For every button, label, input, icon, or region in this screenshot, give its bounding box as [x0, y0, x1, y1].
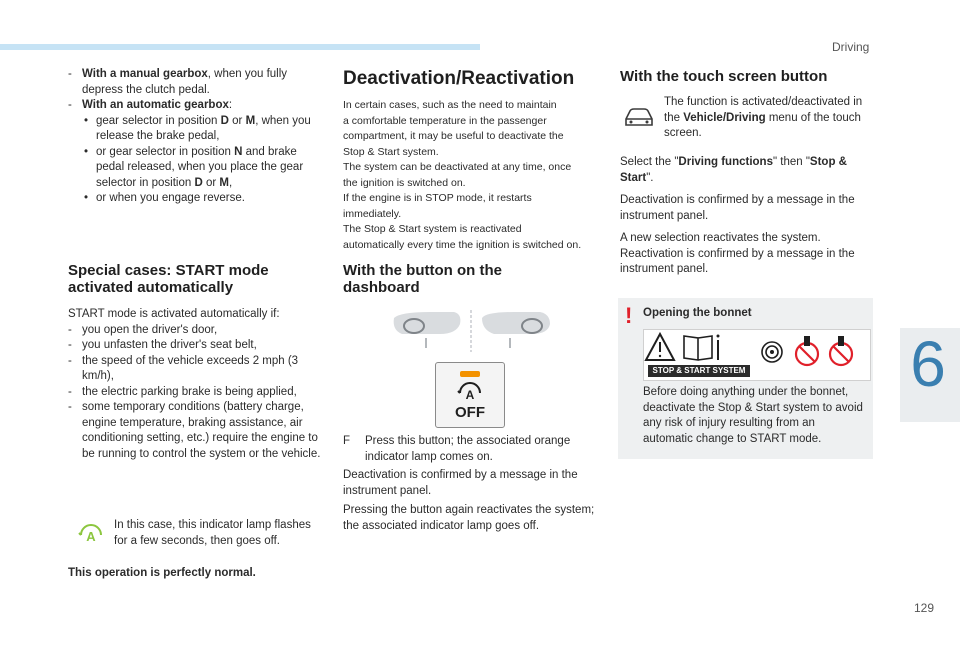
car-icon	[622, 105, 656, 129]
indicator-icon-letter: A	[86, 529, 96, 544]
reselect-text: A new selection reactivates the system. Reactivation is confirmed by a message in the instrument panel.	[620, 232, 855, 275]
page-number: 129	[914, 601, 935, 615]
gearbox-conditions	[68, 67, 324, 207]
orange-indicator-lamp	[460, 371, 480, 377]
top-color-bar	[0, 44, 480, 50]
press-again-text: Pressing the button again reactivates the system; the associated indicator lamp goes off.	[343, 504, 595, 532]
deactivation-heading: Deactivation/Reactivation	[343, 68, 575, 89]
special-intro: START mode is activated automatically if:	[68, 308, 280, 320]
warning-title: Opening the bonnet	[643, 307, 752, 319]
list-item: • gear selector in position D or M, when you release the brake pedal,	[84, 114, 311, 142]
special-cases-heading: Special cases: START mode activated automatically	[68, 262, 269, 296]
off-label: OFF	[455, 404, 485, 421]
section-title: Driving	[832, 40, 870, 54]
list-item: • or when you engage reverse.	[84, 192, 245, 204]
list-item: - With an automatic gearbox:	[68, 99, 233, 111]
stop-start-indicator-icon	[78, 523, 104, 547]
list-item: • or gear selector in position N and brake pedal released, when you place the gear selector in position D or M,	[84, 145, 304, 189]
indicator-text: In this case, this indicator lamp flashes for a few seconds, then goes off.	[114, 519, 311, 547]
dashboard-button-heading: With the button on the dashboard	[343, 262, 502, 296]
deactivation-intro: In certain cases, such as the need to maintain a comfortable temperature in the passenger compartment, it may be useful to deactivate the Stop & Start system. The system can be deactivated at any time, once the ignition is switched on. If the engine is in STOP mode, it restarts immediately. The Stop & Start system is reactivated automatically every time the ignition is switched on.	[343, 99, 582, 251]
list-item: - the speed of the vehicle exceeds 2 mph (3 km/h),	[68, 354, 299, 382]
button-icon-letter: A	[465, 388, 475, 402]
normal-operation-text: This operation is perfectly normal.	[68, 567, 256, 579]
stop-start-off-button[interactable]	[435, 362, 505, 428]
touch-screen-heading: With the touch screen button	[620, 68, 828, 85]
list-item: - the electric parking brake is being applied,	[68, 385, 297, 398]
chapter-number: 6	[910, 328, 946, 400]
list-item: - you unfasten the driver's seat belt,	[68, 339, 257, 351]
press-instruction: F Press this button; the associated orange indicator lamp comes on.	[343, 435, 571, 463]
touch-confirm-text: Deactivation is confirmed by a message in the instrument panel.	[620, 194, 855, 222]
stop-start-system-label: STOP & START SYSTEM	[648, 365, 750, 377]
list-item: - you open the driver's door,	[68, 323, 218, 336]
select-instruction: Select the "Driving functions" then "Stop & Start".	[620, 156, 847, 184]
touch-screen-function-text: The function is activated/deactivated in the Vehicle/Driving menu of the touch screen.	[664, 96, 863, 139]
list-item: - With a manual gearbox, when you fully depress the clutch pedal.	[68, 68, 288, 96]
stop-start-a-icon	[457, 381, 483, 403]
dashboard-confirm-text: Deactivation is confirmed by a message in the instrument panel.	[343, 469, 578, 497]
manual-book-icon	[684, 336, 712, 360]
warning-text: Before doing anything under the bonnet, deactivate the Stop & Start system to avoid any risk of injury resulting from an automatic change to START mode.	[643, 386, 863, 445]
dashboard-illustration	[390, 308, 556, 354]
list-item: - some temporary conditions (battery charge, engine temperature, braking assistance, air conditioning setting, etc.) require the engine to be running to control the system or the vehicle.	[68, 401, 321, 460]
warning-mark: !	[625, 303, 633, 328]
special-cases-list	[68, 307, 326, 462]
